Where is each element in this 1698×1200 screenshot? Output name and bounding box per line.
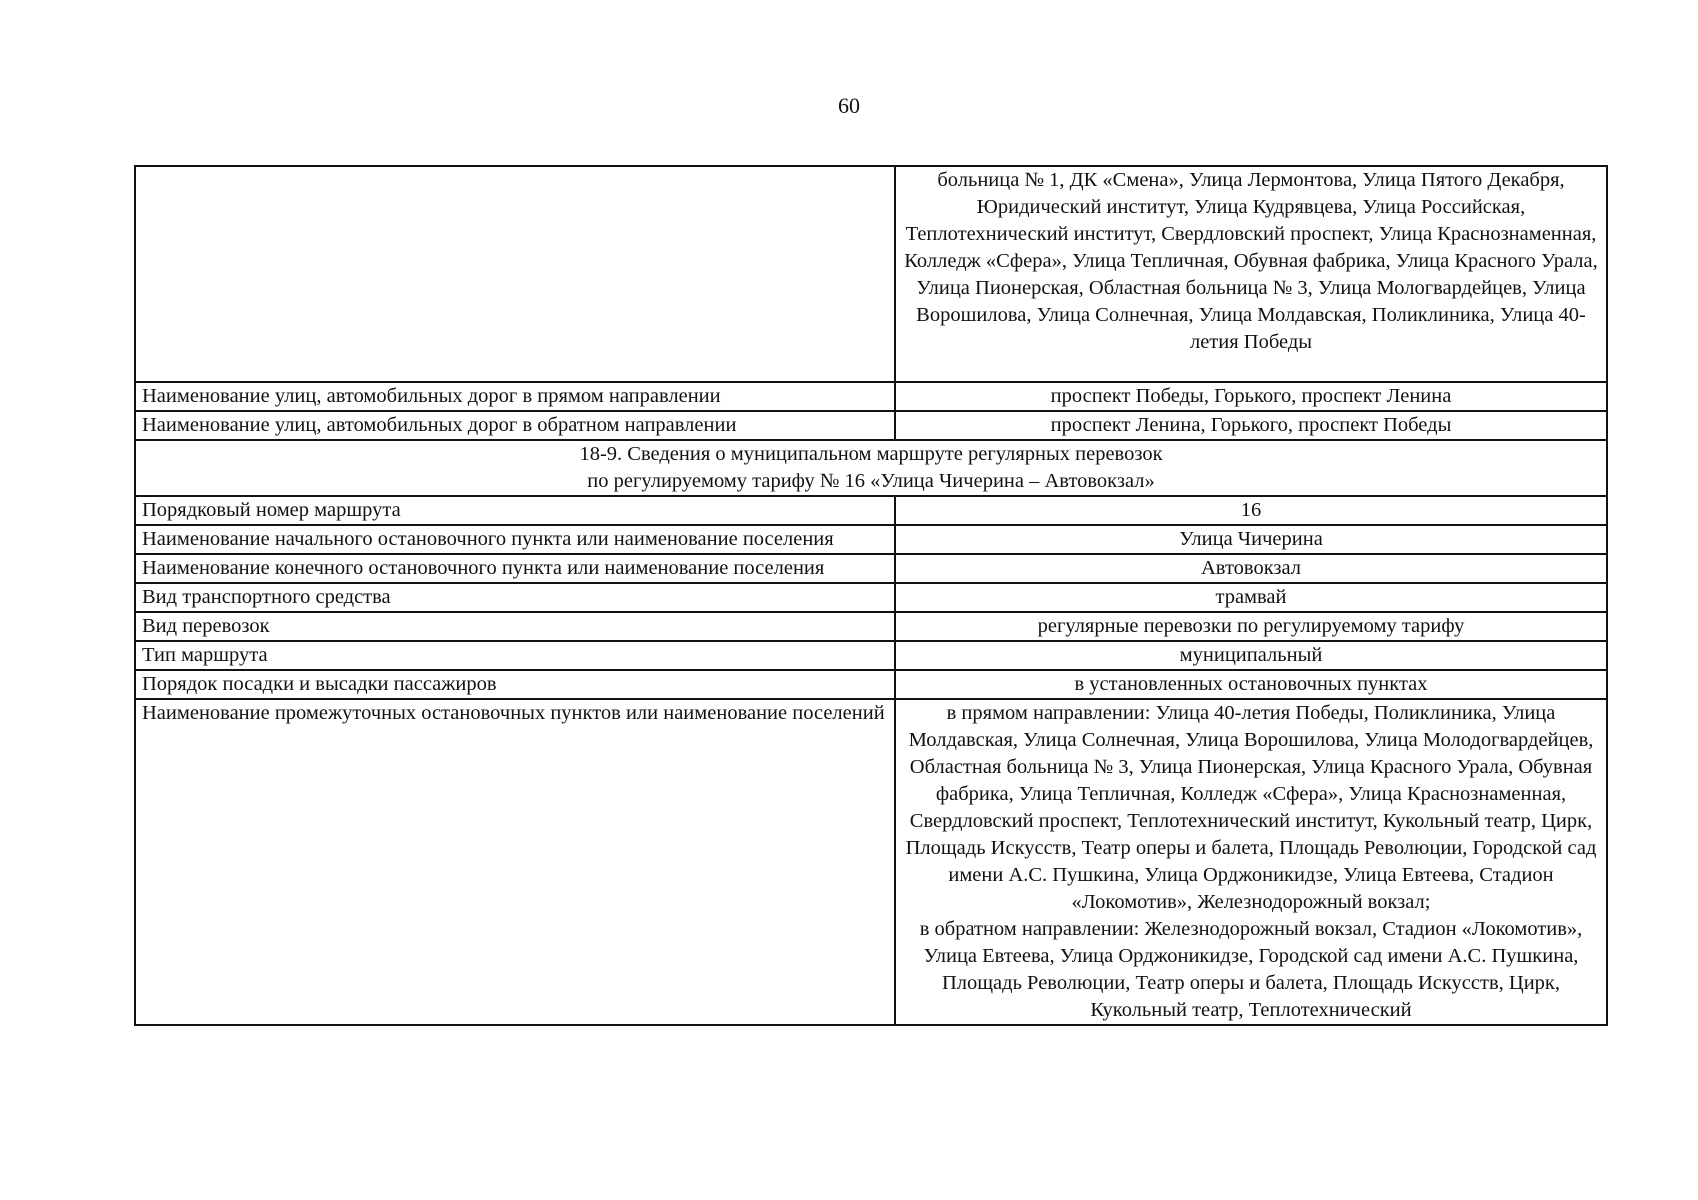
forward-stops: в прямом направлении: Улица 40-летия Победы, Поликлиника, Улица Молдавская, Улица Солнечная, Улица Ворошилова, Улица Молодогвардейцев, Областная больница № 3, Улица Пионерская, Улица Красного Урала, Обувная фабрика, Улица Тепличная, Колледж «Сфера», Улица Краснознаменная, Свердловский проспект, Теплотехнический институт, Кукольный театр, Цирк, Площадь Искусств, Театр оперы и балета, Площадь Революции, Городской сад имени А.С. Пушкина, Улица Орджоникидзе, Улица Евтеева, Стадион «Локомотив», Железнодорожный вокзал;: [905, 702, 1597, 913]
row-label: Наименование начального остановочного пункта или наименование поселения: [135, 525, 895, 554]
table-row: [135, 699, 1607, 1025]
row-value: муниципальный: [895, 641, 1607, 670]
row-label: Наименование промежуточных остановочных пунктов или наименование поселений: [135, 699, 895, 1025]
table-row: [135, 583, 1607, 612]
row-value: регулярные перевозки по регулируемому тарифу: [895, 612, 1607, 641]
row-label: Наименование улиц, автомобильных дорог в прямом направлении: [135, 382, 895, 411]
table-row: [135, 411, 1607, 440]
row-value: в установленных остановочных пунктах: [895, 670, 1607, 699]
row-label: Порядок посадки и высадки пассажиров: [135, 670, 895, 699]
row-label: Тип маршрута: [135, 641, 895, 670]
route-info-table: [134, 165, 1608, 1026]
table-row: [135, 670, 1607, 699]
table-row: [135, 525, 1607, 554]
section-heading-line: 18-9. Сведения о муниципальном маршруте регулярных перевозок: [579, 443, 1163, 465]
empty-label-cell: [135, 166, 895, 382]
row-label: Наименование конечного остановочного пункта или наименование поселения: [135, 554, 895, 583]
backward-stops: в обратном направлении: Железнодорожный вокзал, Стадион «Локомотив», Улица Евтеева, Улица Орджоникидзе, Городской сад имени А.С. Пушкина, Площадь Революции, Театр оперы и балета, Площадь Искусств, Цирк, Кукольный театр, Теплотехнический: [919, 918, 1583, 1021]
row-label: Вид транспортного средства: [135, 583, 895, 612]
table-row: [135, 612, 1607, 641]
row-label: Вид перевозок: [135, 612, 895, 641]
table-row: [135, 641, 1607, 670]
table-row: [135, 496, 1607, 525]
table-row: [135, 166, 1607, 382]
section-heading-line: по регулируемому тарифу № 16 «Улица Чичерина – Автовокзал»: [587, 470, 1155, 492]
row-value: трамвай: [895, 583, 1607, 612]
intermediate-stops-cell: [895, 699, 1607, 1025]
continuation-stops-cell: больница № 1, ДК «Смена», Улица Лермонтова, Улица Пятого Декабря, Юридический институт, Улица Кудрявцева, Улица Российская, Теплотехнический институт, Свердловский проспект, Улица Краснознаменная, Колледж «Сфера», Улица Тепличная, Обувная фабрика, Улица Красного Урала, Улица Пионерская, Областная больница № 3, Улица Мологвардейцев, Улица Ворошилова, Улица Солнечная, Улица Молдавская, Поликлиника, Улица 40-летия Победы: [895, 166, 1607, 382]
row-value: 16: [895, 496, 1607, 525]
section-heading: [135, 440, 1607, 496]
row-value: проспект Ленина, Горького, проспект Победы: [895, 411, 1607, 440]
table-row: [135, 554, 1607, 583]
page-number: 60: [838, 93, 860, 118]
row-value: проспект Победы, Горького, проспект Ленина: [895, 382, 1607, 411]
table-row: [135, 382, 1607, 411]
row-label: Порядковый номер маршрута: [135, 496, 895, 525]
row-label: Наименование улиц, автомобильных дорог в обратном направлении: [135, 411, 895, 440]
row-value: Автовокзал: [895, 554, 1607, 583]
row-value: Улица Чичерина: [895, 525, 1607, 554]
section-header-row: [135, 440, 1607, 496]
